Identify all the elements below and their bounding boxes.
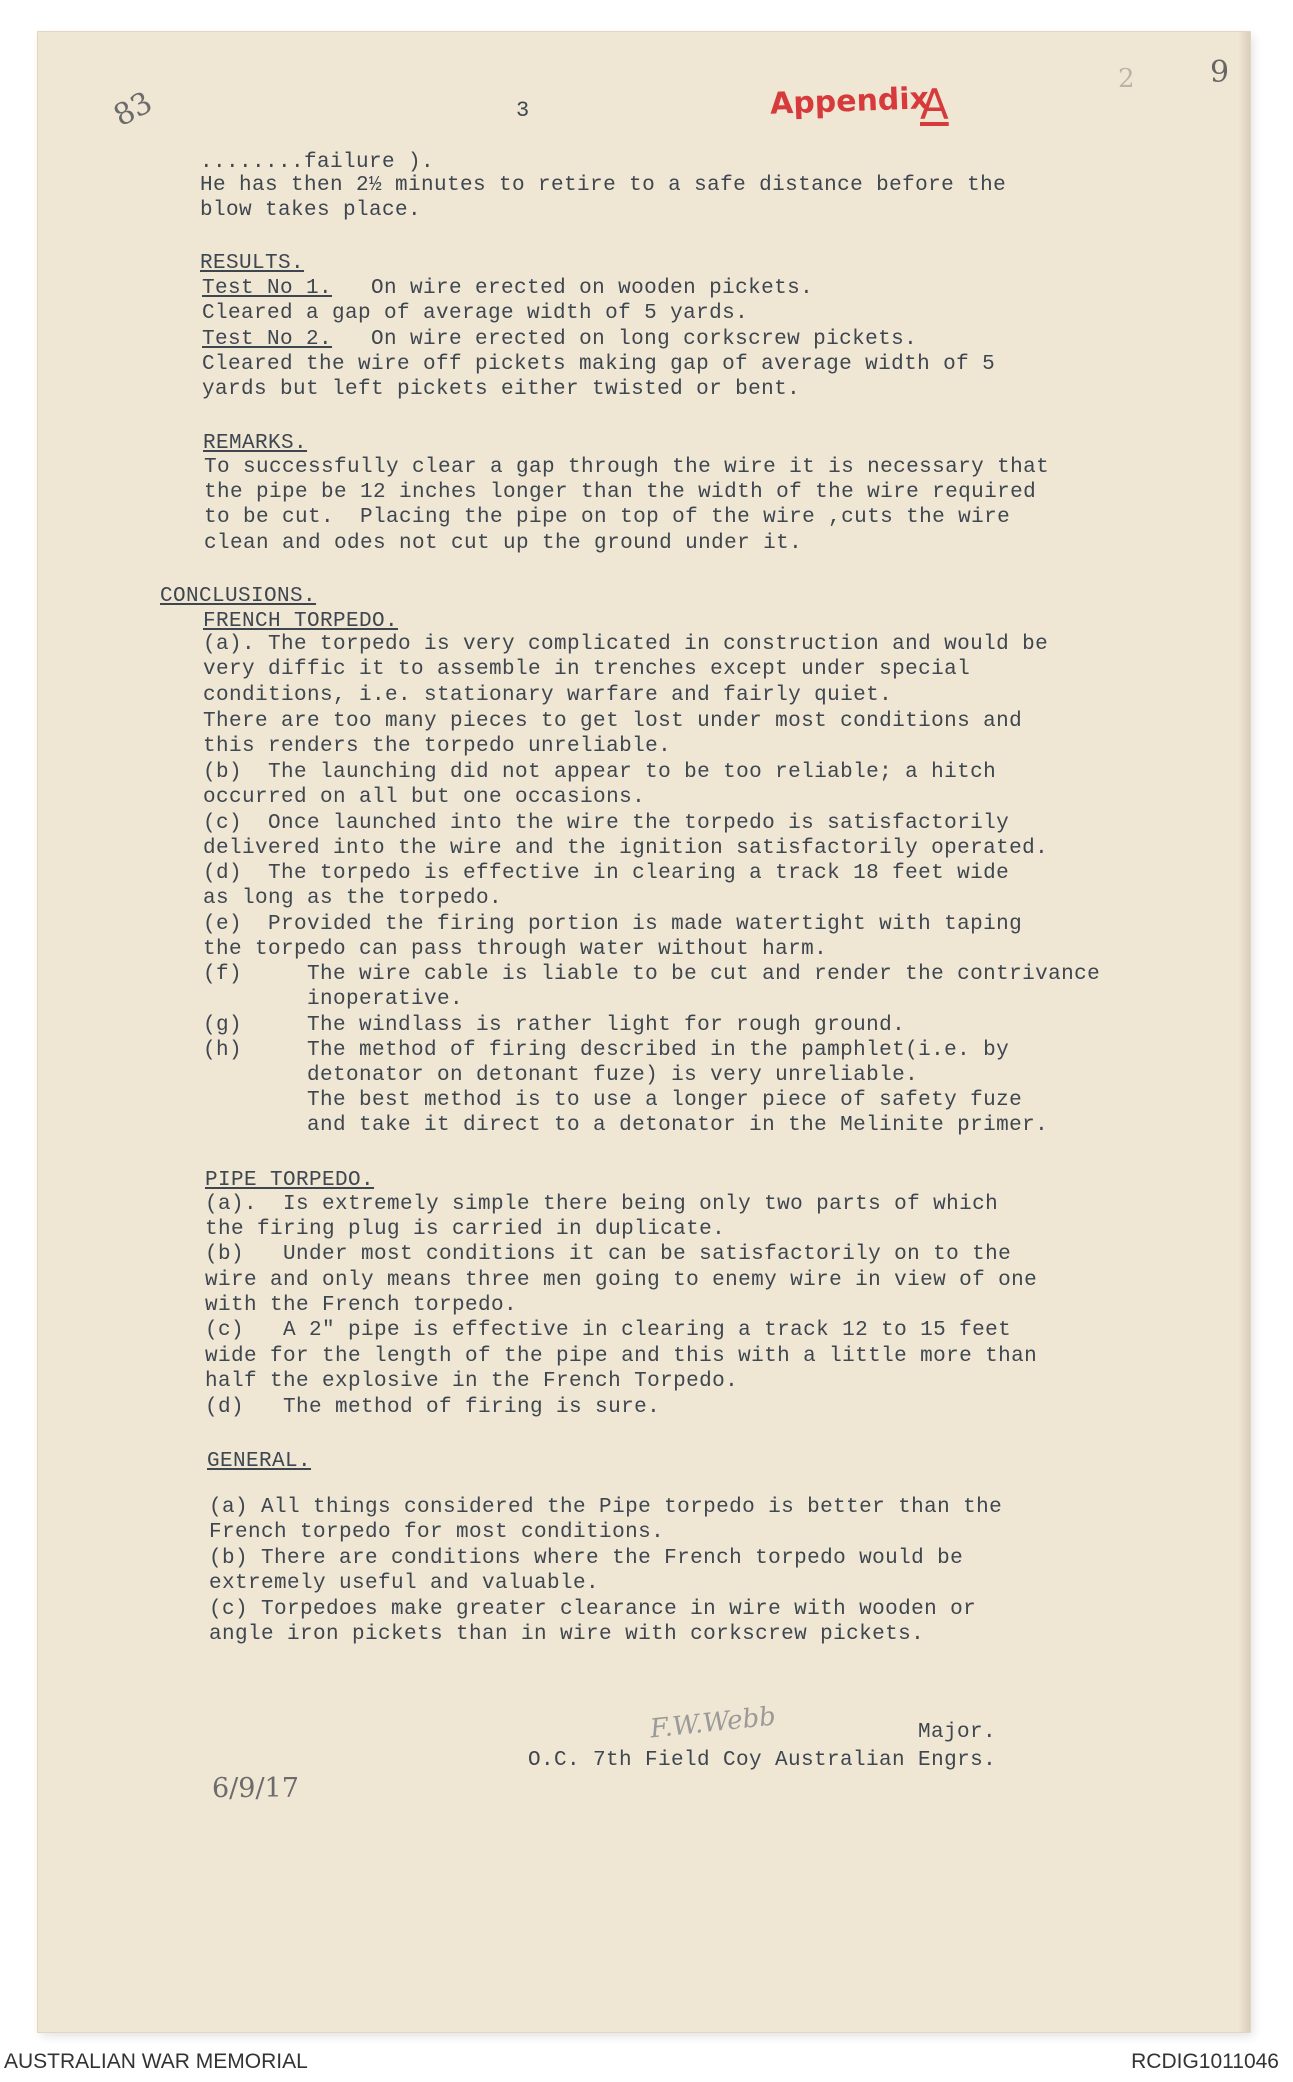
french-torpedo-line: as long as the torpedo. (203, 887, 503, 910)
signatory-rank: Major. (918, 1721, 997, 1744)
french-torpedo-line: the torpedo can pass through water without harm. (203, 938, 828, 961)
french-torpedo-line: very diffic it to assemble in trenches except under special (203, 658, 971, 681)
corner-pencil-number: 83 (108, 85, 159, 134)
french-torpedo-line: The best method is to use a longer piece of safety fuze (203, 1089, 1023, 1112)
french-torpedo-line: this renders the torpedo unreliable. (203, 735, 672, 758)
signature: F.W.Webb (648, 1701, 778, 1745)
general-line: (b) There are conditions where the French torpedo would be (209, 1547, 964, 1570)
pipe-torpedo-line: the firing plug is carried in duplicate. (205, 1218, 726, 1241)
french-torpedo-line: inoperative. (203, 988, 464, 1011)
pipe-torpedo-line: (a). Is extremely simple there being only two parts of which (205, 1193, 999, 1216)
french-torpedo-line: (f) The wire cable is liable to be cut and render the contrivance (203, 963, 1101, 986)
general-line: angle iron pickets than in wire with corkscrew pickets. (209, 1623, 925, 1646)
general-line: extremely useful and valuable. (209, 1572, 600, 1595)
pipe-torpedo-line: (d) The method of firing is sure. (205, 1396, 661, 1419)
test-1-label: Test No 1. (202, 277, 333, 300)
remarks-line: To successfully clear a gap through the wire it is necessary that (204, 456, 1050, 479)
french-torpedo-line: (a). The torpedo is very complicated in construction and would be (203, 633, 1049, 656)
signatory-unit: O.C. 7th Field Coy Australian Engrs. (528, 1749, 997, 1772)
conclusions-heading: CONCLUSIONS. (160, 585, 317, 608)
test-1-result: Cleared a gap of average width of 5 yards. (202, 302, 749, 325)
test-2-result-cont: yards but left pickets either twisted or bent. (202, 378, 801, 401)
appendix-label: Appendix (769, 81, 930, 122)
french-torpedo-line: (b) The launching did not appear to be too reliable; a hitch (203, 761, 997, 784)
pipe-torpedo-line: with the French torpedo. (205, 1294, 518, 1317)
french-torpedo-line: and take it direct to a detonator in the Melinite primer. (203, 1114, 1049, 1137)
pipe-torpedo-line: (c) A 2" pipe is effective in clearing a track 12 to 15 feet (205, 1319, 1012, 1342)
footer-source: AUSTRALIAN WAR MEMORIAL (4, 2050, 308, 2073)
pipe-torpedo-line: (b) Under most conditions it can be satisfactorily on to the (205, 1243, 1012, 1266)
page-number: 3 (516, 98, 530, 123)
french-torpedo-line: There are too many pieces to get lost under most conditions and (203, 710, 1023, 733)
french-torpedo-line: (h) The method of firing described in the pamphlet(i.e. by (203, 1039, 1010, 1062)
pipe-torpedo-line: half the explosive in the French Torpedo. (205, 1370, 739, 1393)
french-torpedo-line: occurred on all but one occasions. (203, 786, 646, 809)
french-torpedo-line: (e) Provided the firing portion is made watertight with taping (203, 913, 1023, 936)
test-1-line: Test No 1. On wire erected on wooden pickets. (202, 277, 814, 300)
intro-line-3: blow takes place. (200, 199, 422, 222)
general-line: (a) All things considered the Pipe torpedo is better than the (209, 1496, 1003, 1519)
test-2-line: Test No 2. On wire erected on long corkscrew pickets. (202, 328, 918, 351)
faint-folio-number: 2 (1118, 64, 1135, 94)
results-heading: RESULTS. (200, 252, 305, 275)
french-torpedo-line: conditions, i.e. stationary warfare and fairly quiet. (203, 684, 893, 707)
intro-line-2: He has then 2½ minutes to retire to a safe distance before the (200, 174, 1007, 197)
folio-number: 9 (1210, 55, 1230, 90)
general-line: French torpedo for most conditions. (209, 1521, 665, 1544)
test-2-label: Test No 2. (202, 328, 333, 351)
test-2-result: Cleared the wire off pickets making gap of average width of 5 (202, 353, 996, 376)
remarks-line: to be cut. Placing the pipe on top of the wire ,cuts the wire (204, 506, 1011, 529)
french-torpedo-line: (d) The torpedo is effective in clearing a track 18 feet wide (203, 862, 1010, 885)
handwritten-date: 6/9/17 (212, 1773, 299, 1804)
pipe-torpedo-line: wire and only means three men going to enemy wire in view of one (205, 1269, 1038, 1292)
pipe-torpedo-heading: PIPE TORPEDO. (205, 1169, 375, 1192)
french-torpedo-heading: FRENCH TORPEDO. (203, 610, 399, 633)
french-torpedo-line: (c) Once launched into the wire the torpedo is satisfactorily (203, 812, 1010, 835)
remarks-heading: REMARKS. (203, 432, 308, 455)
french-torpedo-line: delivered into the wire and the ignition satisfactorily operated. (203, 837, 1049, 860)
paper-edge-shadow (1238, 32, 1250, 2032)
remarks-line: clean and odes not cut up the ground under it. (204, 532, 803, 555)
remarks-line: the pipe be 12 inches longer than the width of the wire required (204, 481, 1037, 504)
general-line: (c) Torpedoes make greater clearance in wire with wooden or (209, 1598, 977, 1621)
general-heading: GENERAL. (207, 1450, 312, 1473)
french-torpedo-line: (g) The windlass is rather light for rough ground. (203, 1014, 906, 1037)
pipe-torpedo-line: wide for the length of the pipe and this with a little more than (205, 1345, 1038, 1368)
french-torpedo-line: detonator on detonant fuze) is very unreliable. (203, 1064, 919, 1087)
appendix-letter: A (920, 80, 949, 129)
footer-id: RCDIG1011046 (1131, 2050, 1279, 2073)
intro-line-1: ........failure ). (200, 151, 435, 174)
